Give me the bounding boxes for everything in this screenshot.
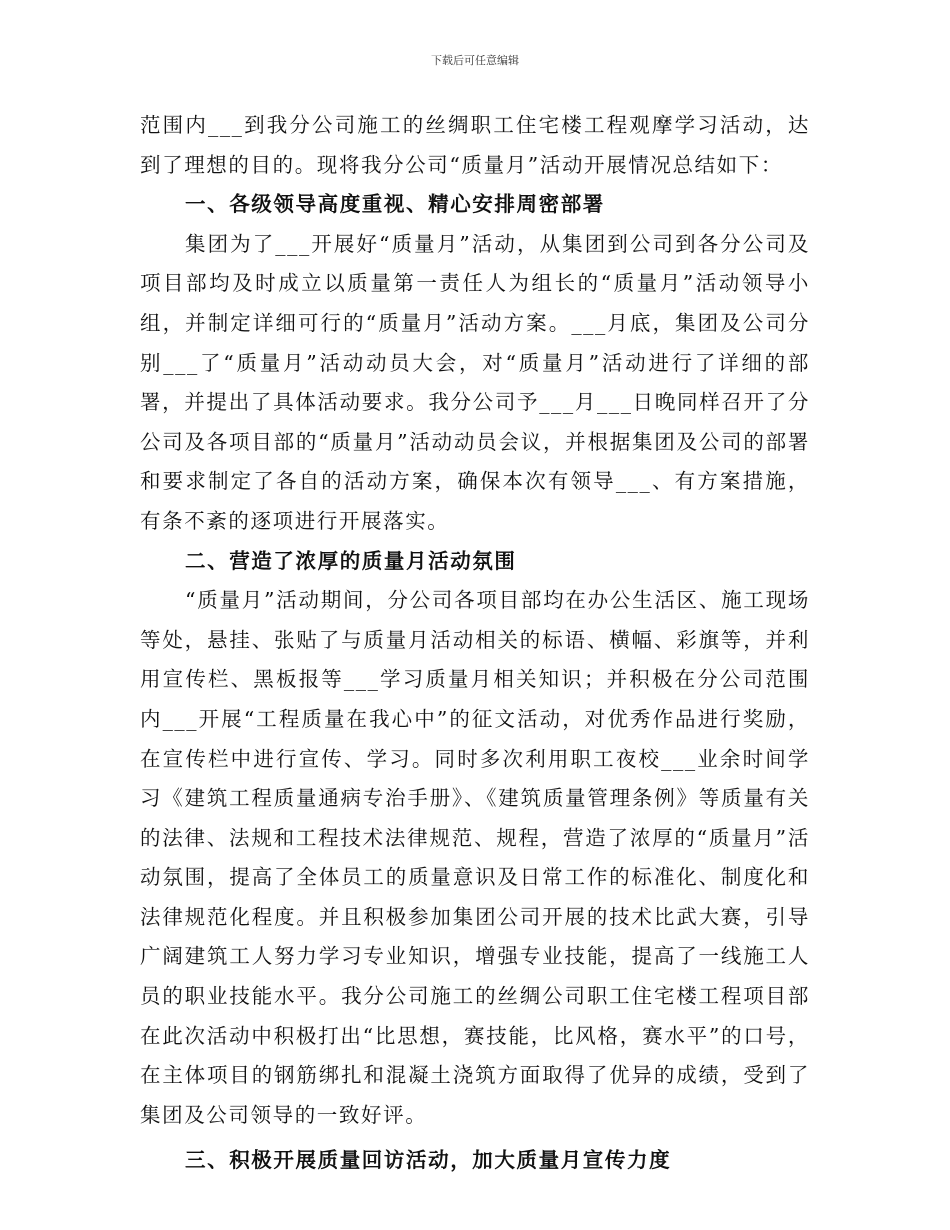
- section-3-heading: 三、积极开展质量回访活动，加大质量月宣传力度: [185, 1148, 672, 1173]
- section-2-paragraph: “质量月”活动期间，分公司各项目部均在办公生活区、施工现场等处，悬挂、张贴了与质量月活动相关的标语、横幅、彩旗等，并利用宣传栏、黑板报等___学习质量月相关知识；并积极在分公司范围内___开展“工程质量在我心中”的征文活动，对优秀作品进行奖励，在宣传栏中进行宣传、学习。同时多次利用职工夜校___业余时间学习《建筑工程质量通病专治手册》、《建筑质量管理条例》等质量有关的法律、法规和工程技术法律规范、规程，营造了浓厚的“质量月”活动氛围，提高了全体员工的质量意识及日常工作的标准化、制度化和法律规范化程度。并且积极参加集团公司开展的技术比武大赛，引导广阔建筑工人努力学习专业知识，增强专业技能，提高了一线施工人员的职业技能水平。我分公司施工的丝绸公司职工住宅楼工程项目部在此次活动中积极打出“比思想，赛技能，比风格，赛水平”的口号，在主体项目的钢筋绑扎和混凝土浇筑方面取得了优异的成绩，受到了集团及公司领导的一致好评。: [140, 588, 810, 1127]
- page-header-note: 下载后可任意编辑: [431, 54, 519, 67]
- section-1-heading: 一、各级领导高度重视、精心安排周密部署: [185, 192, 605, 217]
- section-2-heading: 二、营造了浓厚的质量月活动氛围: [185, 548, 517, 573]
- document-body: [140, 106, 810, 1181]
- section-1-paragraph: 集团为了___开展好“质量月”活动，从集团到公司到各分公司及项目部均及时成立以质量第一责任人为组长的“质量月”活动领导小组，并制定详细可行的“质量月”活动方案。___月底，集团及公司分别___了“质量月”活动动员大会，对“质量月”活动进行了详细的部署，并提出了具体活动要求。我分公司予___月___日晚同样召开了分公司及各项目部的“质量月”活动动员会议，并根据集团及公司的部署和要求制定了各自的活动方案，确保本次有领导___、有方案措施，有条不紊的逐项进行开展落实。: [140, 231, 810, 533]
- intro-paragraph: 范围内___到我分公司施工的丝绸职工住宅楼工程观摩学习活动，达到了理想的目的。现将我分公司“质量月”活动开展情况总结如下：: [140, 113, 810, 177]
